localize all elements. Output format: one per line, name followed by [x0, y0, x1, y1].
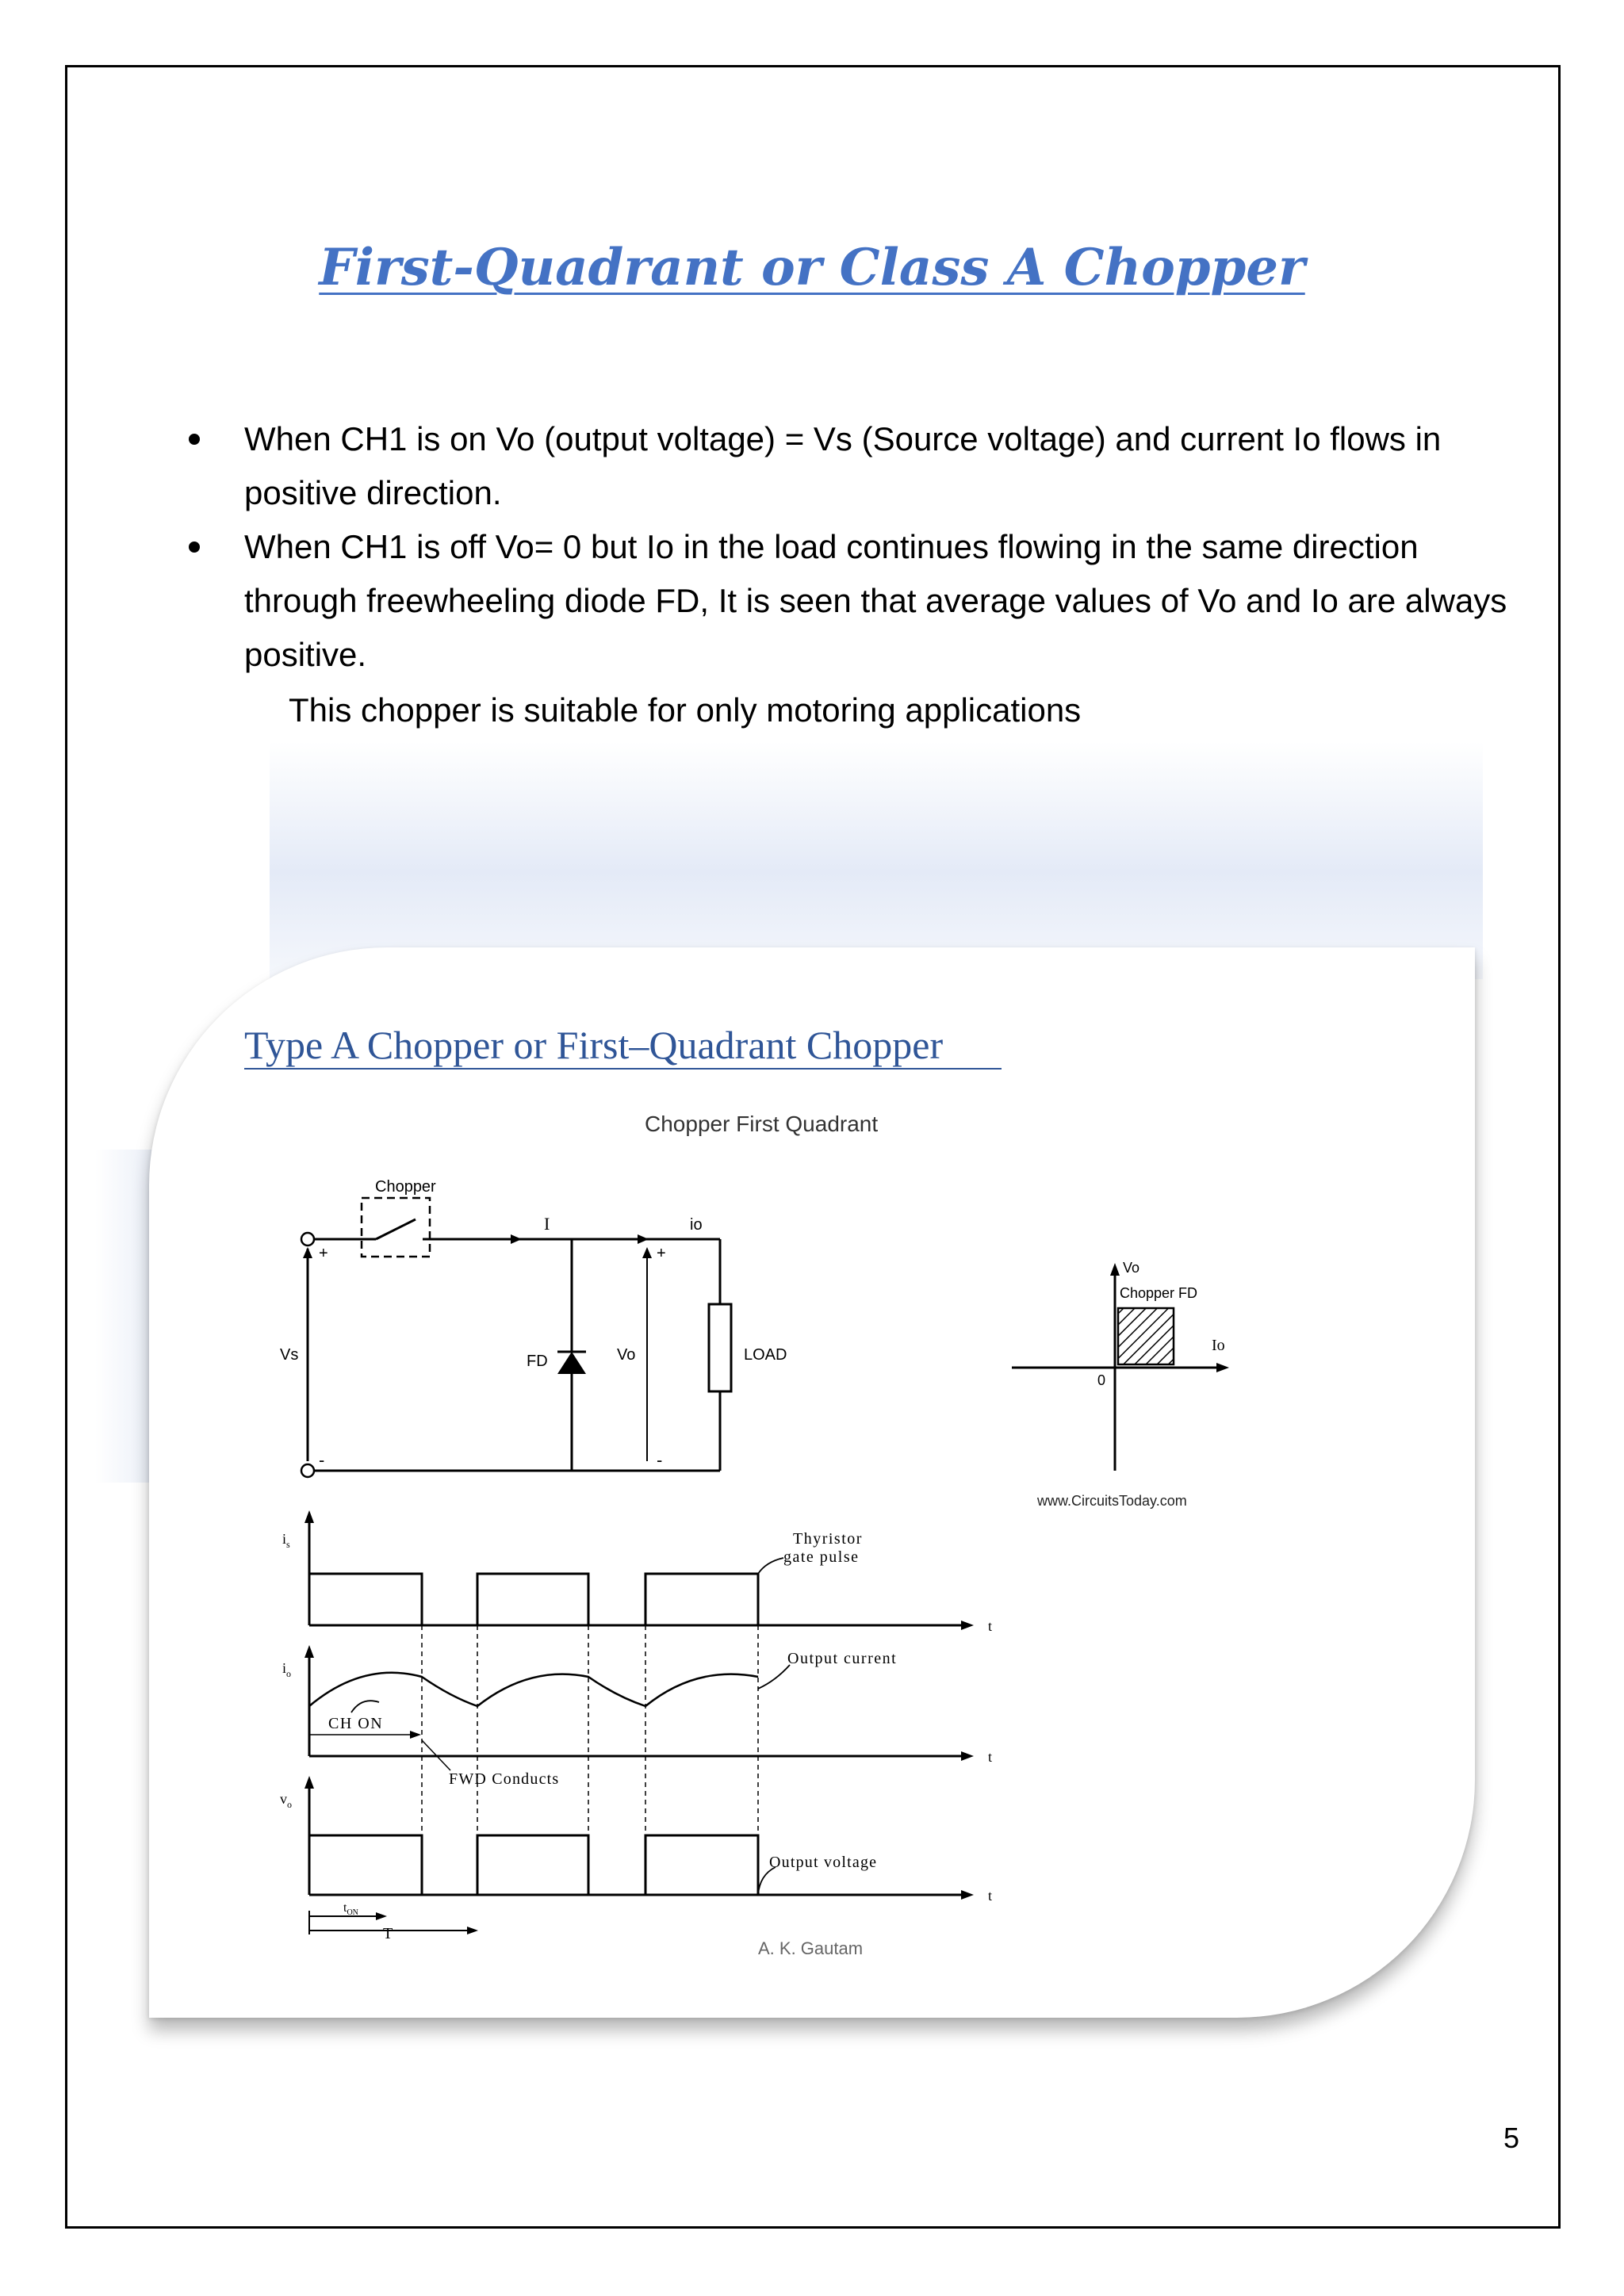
vo-axis-label: $v_o$ [280, 1791, 292, 1810]
waveforms [309, 1518, 966, 1934]
io-time-label: t [988, 1749, 993, 1765]
ch-on-label: CH ON [328, 1715, 384, 1732]
vo-plus-sign: + [657, 1245, 666, 1262]
website-credit: www.CircuitsToday.com [1037, 1493, 1187, 1509]
vs-arrow [303, 1247, 312, 1258]
vo-time-label: t [988, 1888, 993, 1904]
quadrant-region-label: Chopper FD [1120, 1285, 1198, 1301]
io-arrow [638, 1234, 649, 1244]
fd-label: FD [527, 1353, 548, 1370]
vo-arrow [642, 1247, 652, 1258]
bullet-item: When CH1 is on Vo (output voltage) = Vs (Source voltage) and current Io flows in positive direction. [182, 412, 1515, 520]
vs-minus-sign: - [319, 1450, 325, 1470]
vo-minus-sign: - [657, 1450, 663, 1470]
chopper-label: Chopper [375, 1178, 436, 1196]
first-quadrant-region [1118, 1308, 1174, 1364]
period-label: T [383, 1925, 393, 1942]
is-time-label: t [988, 1618, 993, 1634]
is-axis-label: $i_s$ [282, 1531, 290, 1550]
bullet-item: When CH1 is off Vo= 0 but Io in the load continues flowing in the same direction through freewheeling diode FD, It is seen that average values of Vo and Io are always positive. [182, 520, 1515, 682]
figure-card [149, 947, 1475, 2018]
motoring-note: This chopper is suitable for only motoring applications [289, 691, 1082, 729]
freewheeling-diode-symbol [557, 1352, 586, 1374]
figure-heading: Type A Chopper or First–Quadrant Chopper [244, 1023, 944, 1067]
current-arrow [511, 1234, 522, 1244]
thyristor-label-line1: Thyristor [793, 1530, 863, 1548]
fwd-conducts-label: FWD Conducts [449, 1770, 560, 1788]
io-axis-label: $i_o$ [282, 1660, 292, 1679]
figure-subtitle: Chopper First Quadrant [645, 1112, 879, 1136]
thyristor-label-line2: gate pulse [783, 1548, 860, 1566]
vs-plus-sign: + [319, 1245, 328, 1262]
author-credit: A. K. Gautam [758, 1938, 864, 1958]
output-voltage-label: Output voltage [769, 1854, 878, 1871]
ton-label: $t_{ON}$ [343, 1901, 358, 1917]
chopper-dashed-box [362, 1198, 430, 1257]
quadrant-vo-axis-label: Vo [1123, 1260, 1140, 1276]
output-current-label: Output current [787, 1650, 898, 1667]
current-label: I [544, 1214, 550, 1234]
quadrant-origin-label: 0 [1097, 1372, 1106, 1388]
page-number: 5 [1503, 2122, 1520, 2154]
vs-label: Vs [280, 1346, 299, 1364]
quadrant-io-axis-label: Io [1212, 1337, 1225, 1354]
page-title: First-Quadrant or Class A Chopper [319, 238, 1305, 297]
vo-label: Vo [617, 1346, 636, 1364]
source-terminal-top [301, 1233, 314, 1246]
background-wash [270, 741, 1483, 979]
io-label: io [690, 1216, 703, 1234]
bullet-list [182, 412, 1515, 682]
chopper-figure [149, 947, 1475, 2018]
load-label: LOAD [744, 1346, 787, 1364]
source-terminal-bottom [301, 1464, 314, 1477]
